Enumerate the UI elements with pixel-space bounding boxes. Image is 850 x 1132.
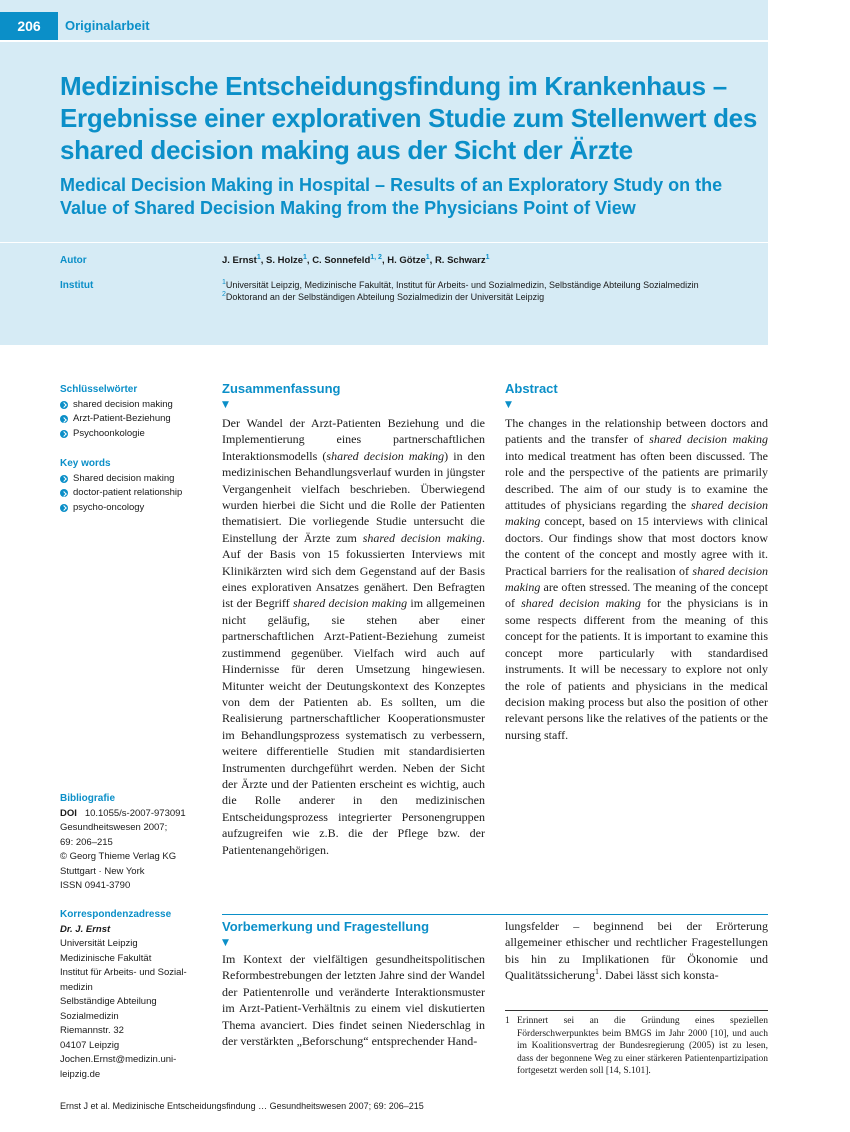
- keywords-de: [60, 383, 210, 441]
- korrespondenz: [60, 908, 210, 1082]
- keyword-item: Shared decision making: [60, 472, 210, 487]
- footnote-number: 1: [505, 1016, 510, 1026]
- korrespondenz-heading: Korrespondenzadresse: [60, 909, 172, 920]
- institution-2: $^2$Doktorand an der Selbständigen Abteilung Sozialmedizin der Universität Leipzig: [222, 291, 545, 302]
- biblio-line: © Georg Thieme Verlag KG: [60, 851, 177, 862]
- author-name: C. Sonnefeld: [312, 255, 371, 266]
- bibliografie: [60, 792, 210, 894]
- keyword-item: shared decision making: [60, 398, 210, 413]
- keyword-item: doctor-patient relationship: [60, 486, 210, 501]
- page-number: 206: [0, 12, 58, 40]
- corr-email: Jochen.Ernst@medizin.uni-: [60, 1054, 177, 1065]
- bibliografie-heading: Bibliografie: [60, 793, 116, 804]
- corr-email-cont: leipzig.de: [60, 1068, 101, 1080]
- corr-line: Medizinische Fakultät: [60, 952, 152, 964]
- biblio-line: ISSN 0941-3790: [60, 880, 131, 891]
- footnote-rule: [505, 1010, 768, 1011]
- triangle-marker-icon: ▼: [222, 938, 229, 948]
- keyword-item: psycho-oncology: [60, 501, 210, 516]
- vorbemerkung-heading: Vorbemerkung und Fragestellung: [222, 919, 430, 934]
- keywords-en: [60, 457, 210, 515]
- page-footer: Ernst J et al. Medizinische Entscheidungsfindung … Gesundheitswesen 2007; 69: 206–215: [60, 1101, 424, 1111]
- footnote: [505, 1015, 768, 1078]
- corr-line: Selbständige Abteilung: [60, 996, 157, 1007]
- title-box-divider: [0, 242, 768, 243]
- title-english: Medical Decision Making in Hospital – Results of an Exploratory Study on the Value of Shared Decision Making from the Physicians Point of View: [60, 175, 723, 218]
- corr-line: Universität Leipzig: [60, 938, 138, 949]
- zusammenfassung-text: Der Wandel der Arzt-Patienten Beziehung und die Implementierung eines partnerschaftlichen Interaktionsmodells (shared decision making) in den medizinischen Behandlungsverlauf wurden in jüngster Vergangenheit vielfach beschrieben. Überwiegend wurden hierbei die Sicht und die Rolle der Patienten thematisiert. Die vorliegende Studie untersucht die Einstellung der Ärzte zum shared decision making. Auf der Basis von 15 fokussierten Interviews mit Klinikärzten wird sich dem Gegenstand auf der Basis eines explorativen Ansatzes genähert. Den Befragten ist der Begriff shared decision making im allgemeinen nicht geläufig, sie stehen aber einer partnerschaftlichen Arzt-Patient-Beziehung zumeist zustimmend gegenüber. Vielfach wird auch auf Hindernisse für deren Umsetzung hingewiesen. Mitunter weicht der Deutungskontext des Konzeptes von dem der Patienten ab. Es sollten, um die Realisierung partnerschaftlicher Kooperationsmuster im Behandlungsprozess systematisch zu verbessern, weitere differentielle Studien mit standardisierten Instrumenten durchgeführt werden. Neben der Sicht der Ärzte und der Patienten erscheint es wichtig, auch die Rolle anderer in den medizinischen Entscheidungsprozess integrierter Personengruppen aufzugreifen wie z.B. die der Pflege bzw. der Patientenangehörigen.: [222, 416, 486, 857]
- keywords-de-heading: Schlüsselwörter: [60, 384, 138, 395]
- doi-line: DOI 10.1055/s-2007-973091: [60, 807, 186, 819]
- abstract-text: The changes in the relationship between doctors and patients and the transfer of shared decision making into medical treatment has often been discussed. The role and the perspective of the patients are primarily described. The aim of our study is to examine the attitudes of physicians regarding the shared decision making concept, based on 15 interviews with clinical doctors. Our findings show that most doctors know the content of the concept and mostly agree with it. Practical barriers for the realisation of shared decision making are often stressed. The meaning of the concept of shared decision making for the physicians is in some respects different from the meaning of this concept for the patients. It is important to examine this concept more particularly with standardised instruments. It will be necessary to explore not only the role of patients and physicians in the medical decision making process but also the position of other relevant persons like the relatives of the patients or the nursing staff.: [505, 416, 769, 742]
- biblio-line: Gesundheitswesen 2007;: [60, 822, 168, 833]
- corr-line: Institut für Arbeits- und Sozial-: [60, 967, 187, 978]
- title-german: Medizinische Entscheidungsfindung im Krankenhaus – Ergebnisse einer explorativen Studie zum Stellenwert des shared decision making aus der Sicht der Ärzte: [60, 71, 757, 165]
- corr-line: 04107 Leipzig: [60, 1039, 120, 1051]
- triangle-marker-icon: ▼: [222, 400, 229, 410]
- author-name: R. Schwarz: [434, 255, 486, 266]
- keywords-en-heading: Key words: [60, 458, 111, 469]
- zusammenfassung-heading: Zusammenfassung: [222, 381, 341, 396]
- keyword-item: Psychoonkologie: [60, 427, 210, 442]
- biblio-line: 69: 206–215: [60, 836, 113, 848]
- keyword-item: Arzt-Patient-Beziehung: [60, 412, 210, 427]
- vorbemerkung-col2: lungsfelder – beginnend bei der Erörterung allgemeiner ethischer und rechtlicher Fragestellungen bis hin zu Implikationen für Ökonomie und Qualitätssicherung$^1$. Dabei lässt sich konsta-: [505, 919, 768, 983]
- author-name: J. Ernst: [222, 255, 257, 266]
- corr-line: Riemannstr. 32: [60, 1025, 124, 1036]
- corr-name: Dr. J. Ernst: [60, 923, 111, 935]
- author-name: S. Holze: [266, 255, 303, 266]
- autor-label: Autor: [60, 255, 87, 266]
- institution-1: $^1$Universität Leipzig, Medizinische Fakultät, Institut für Arbeits- und Sozialmedizin, Selbständige Abteilung Sozialmedizin: [222, 279, 699, 290]
- vorbemerkung-col1: Im Kontext der vielfältigen gesundheitspolitischen Reformbestrebungen der letzten Jahre sind der Wandel der Patientenrolle und veränderte Interaktionsmuster im Arzt-Patient-Verhältnis zu einem viel diskutierten Thema avanciert. Dies findet seinen Niederschlag in der verstärkten „Beforschung“ entsprechender Hand-: [222, 952, 485, 1049]
- institut-label: Institut: [60, 280, 94, 291]
- triangle-marker-icon: ▼: [505, 400, 512, 410]
- corr-line: medizin: [60, 981, 93, 993]
- abstract-heading: Abstract: [505, 381, 558, 396]
- corr-line: Sozialmedizin: [60, 1010, 119, 1022]
- biblio-line: Stuttgart · New York: [60, 865, 145, 877]
- section-rule: [222, 914, 768, 915]
- authors: J. Ernst$^1$, S. Holze$^1$, C. Sonnefeld$^{1, 2}$, H. Götze$^1$, R. Schwarz$^1$: [222, 253, 490, 266]
- author-name: H. Götze: [387, 255, 426, 266]
- footnote-text: Erinnert sei an die Gründung eines speziellen Förderschwerpunktes beim BMGS im Jahr 2000 [10], und auch im Koalitionsvertrag der Bundesregierung (2005) ist zu lesen, dass der begonnene Weg zu einer stärkeren Patientenpartizipation fortgesetzt werden soll [14, S.101].: [517, 1016, 768, 1076]
- section-label: Originalarbeit: [65, 18, 150, 33]
